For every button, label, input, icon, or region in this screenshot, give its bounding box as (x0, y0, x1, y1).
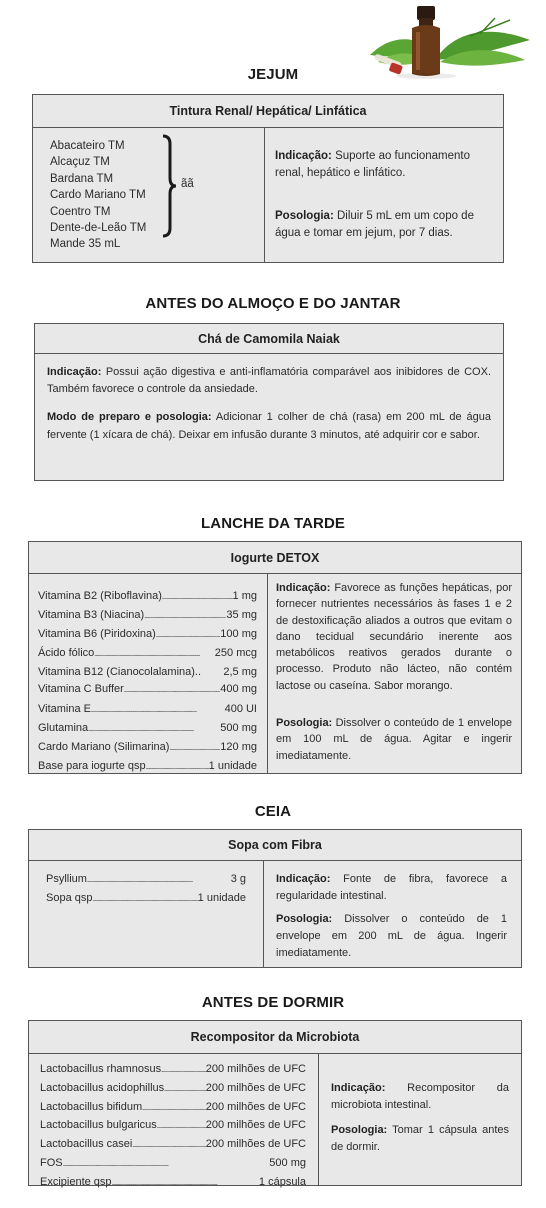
box-microbiota (28, 1020, 522, 1186)
list-item: Psyllium . . . 3 g (46, 871, 246, 890)
box-tintura (32, 94, 504, 263)
ingredient-list (50, 138, 146, 253)
list-item: Bardana TM (50, 172, 114, 185)
list-item: Vitamina B3 (Niacina) . . . 35 mg (38, 607, 257, 626)
indicacao-text: Fonte de fibra, favorece a regularidade intestinal. (276, 873, 507, 902)
box-camomila (34, 323, 504, 481)
indicacao-label: Indicação: (276, 582, 331, 594)
box-iogurte (28, 541, 522, 774)
indicacao-label: Indicação: (331, 1082, 386, 1094)
box-title: Tintura Renal/ Hepática/ Linfática (33, 95, 503, 128)
list-item: Lactobacillus acidophillus . . . 200 milhões de UFC (40, 1080, 306, 1099)
indicacao-text: Suporte ao funcionamento renal, hepático e linfático. (275, 150, 470, 179)
list-item: Alcaçuz TM (50, 156, 110, 169)
info-column (268, 574, 521, 773)
list-item: Sopa qsp . . . 1 unidade (46, 890, 246, 909)
list-item: Glutamina . . . 500 mg (38, 720, 257, 739)
list-item: Vitamina E . . . 400 UI (38, 701, 257, 720)
list-item: Vitamina B12 (Cianocolalamina).. 2,5 mg (38, 666, 257, 679)
indicacao-label: Indicação: (276, 873, 331, 885)
modo-text: Adicionar 1 colher de chá (rasa) em 200 mL de água fervente (1 xícara de chá). Deixar em infusão durante 3 minutos, até adquirir cor e sabor. (47, 411, 492, 441)
posologia-label: Posologia: (275, 210, 334, 222)
ingredient-list (46, 871, 246, 908)
list-item: Dente-de-Leão TM (50, 222, 147, 235)
ingredients-column (29, 1054, 319, 1188)
info-column (265, 128, 503, 262)
brace-label: ãã (181, 178, 194, 190)
box-title: Sopa com Fibra (29, 830, 521, 861)
box-sopa (28, 829, 522, 968)
section-title-ceia: CEIA (254, 803, 292, 820)
posologia-label: Posologia: (276, 717, 333, 729)
posologia-text: Dissolver o conteúdo de 1 envelope em 200 mL de água. Ingerir imediatamente. (276, 913, 508, 959)
list-item: Cardo Mariano (Silimarina) . . . 120 mg (38, 739, 257, 758)
list-item: Coentro TM (50, 205, 111, 218)
ingredients-column (33, 128, 265, 262)
ingredients-column (29, 861, 264, 967)
section-title-almoco: ANTES DO ALMOÇO E DO JANTAR (145, 295, 401, 312)
info-column (319, 1054, 521, 1185)
box-title: Chá de Camomila Naiak (35, 324, 503, 354)
list-item: Excipiente qsp . . . 1 cápsula (40, 1174, 306, 1193)
section-title-lanche: LANCHE DA TARDE (201, 515, 345, 532)
list-item: Vitamina B6 (Piridoxina) . . . 100 mg (38, 626, 257, 645)
list-item: Vitamina C Buffer . . . 400 mg (38, 681, 257, 700)
indicacao-text: Possui ação digestiva e anti-inflamatória comparável aos inibidores de COX. Também favorece o controle da ansiedade. (47, 366, 492, 395)
posologia-text: Diluir 5 mL em um copo de água e tomar em jejum, por 7 dias. (275, 210, 474, 239)
list-item: Ácido fólico . . . 250 mcg (38, 645, 257, 664)
box-title: Iogurte DETOX (29, 542, 521, 574)
indicacao-label: Indicação: (47, 366, 102, 378)
ingredient-list (40, 1061, 306, 1193)
list-item: Lactobacillus bulgaricus . . . 200 milhões de UFC (40, 1117, 306, 1136)
indicacao-text: Favorece as funções hepáticas, por fornecer nutrientes necessários às fases 1 e 2 de destoxificação aliados a outros que evitam o dano tecidual secundário inerente aos metabólicos reativos gerados durante o processo. Produto não lácteo, não contém lactose ou caseína. Sabor morango. (276, 582, 513, 692)
posologia-label: Posologia: (276, 913, 333, 925)
list-item: Vitamina B2 (Riboflavina) . . . 1 mg (38, 588, 257, 607)
modo-label: Modo de preparo e posologia: (47, 411, 212, 423)
section-title-jejum: JEJUM (247, 66, 299, 83)
indicacao-text: Recompositor da microbiota intestinal. (331, 1082, 509, 1111)
box-title: Recompositor da Microbiota (29, 1021, 521, 1054)
list-item: Cardo Mariano TM (50, 189, 146, 202)
indicacao-label: Indicação: (275, 150, 332, 162)
ingredients-column (29, 574, 268, 773)
list-item: Mande 35 mL (50, 238, 121, 251)
posologia-text: Tomar 1 cápsula antes de dormir. (331, 1124, 510, 1153)
posologia-label: Posologia: (331, 1124, 388, 1136)
list-item: Lactobacillus casei . . . 200 milhões de UFC (40, 1136, 306, 1155)
posologia-text: Dissolver o conteúdo de 1 envelope em 100 mL de água. Agitar e ingerir imediatamente. (276, 717, 512, 762)
curly-brace-icon (161, 134, 177, 243)
list-item: Abacateiro TM (50, 140, 125, 152)
section-title-dormir: ANTES DE DORMIR (201, 994, 345, 1011)
ingredient-list (38, 588, 257, 777)
list-item: Lactobacillus bifidum . . . 200 milhões de UFC (40, 1099, 306, 1118)
list-item: Lactobacillus rhamnosus . . . 200 milhões de UFC (40, 1061, 306, 1080)
list-item: Base para iogurte qsp . . . 1 unidade (38, 758, 257, 777)
list-item: FOS . . . 500 mg (40, 1155, 306, 1174)
info-column (264, 861, 521, 967)
